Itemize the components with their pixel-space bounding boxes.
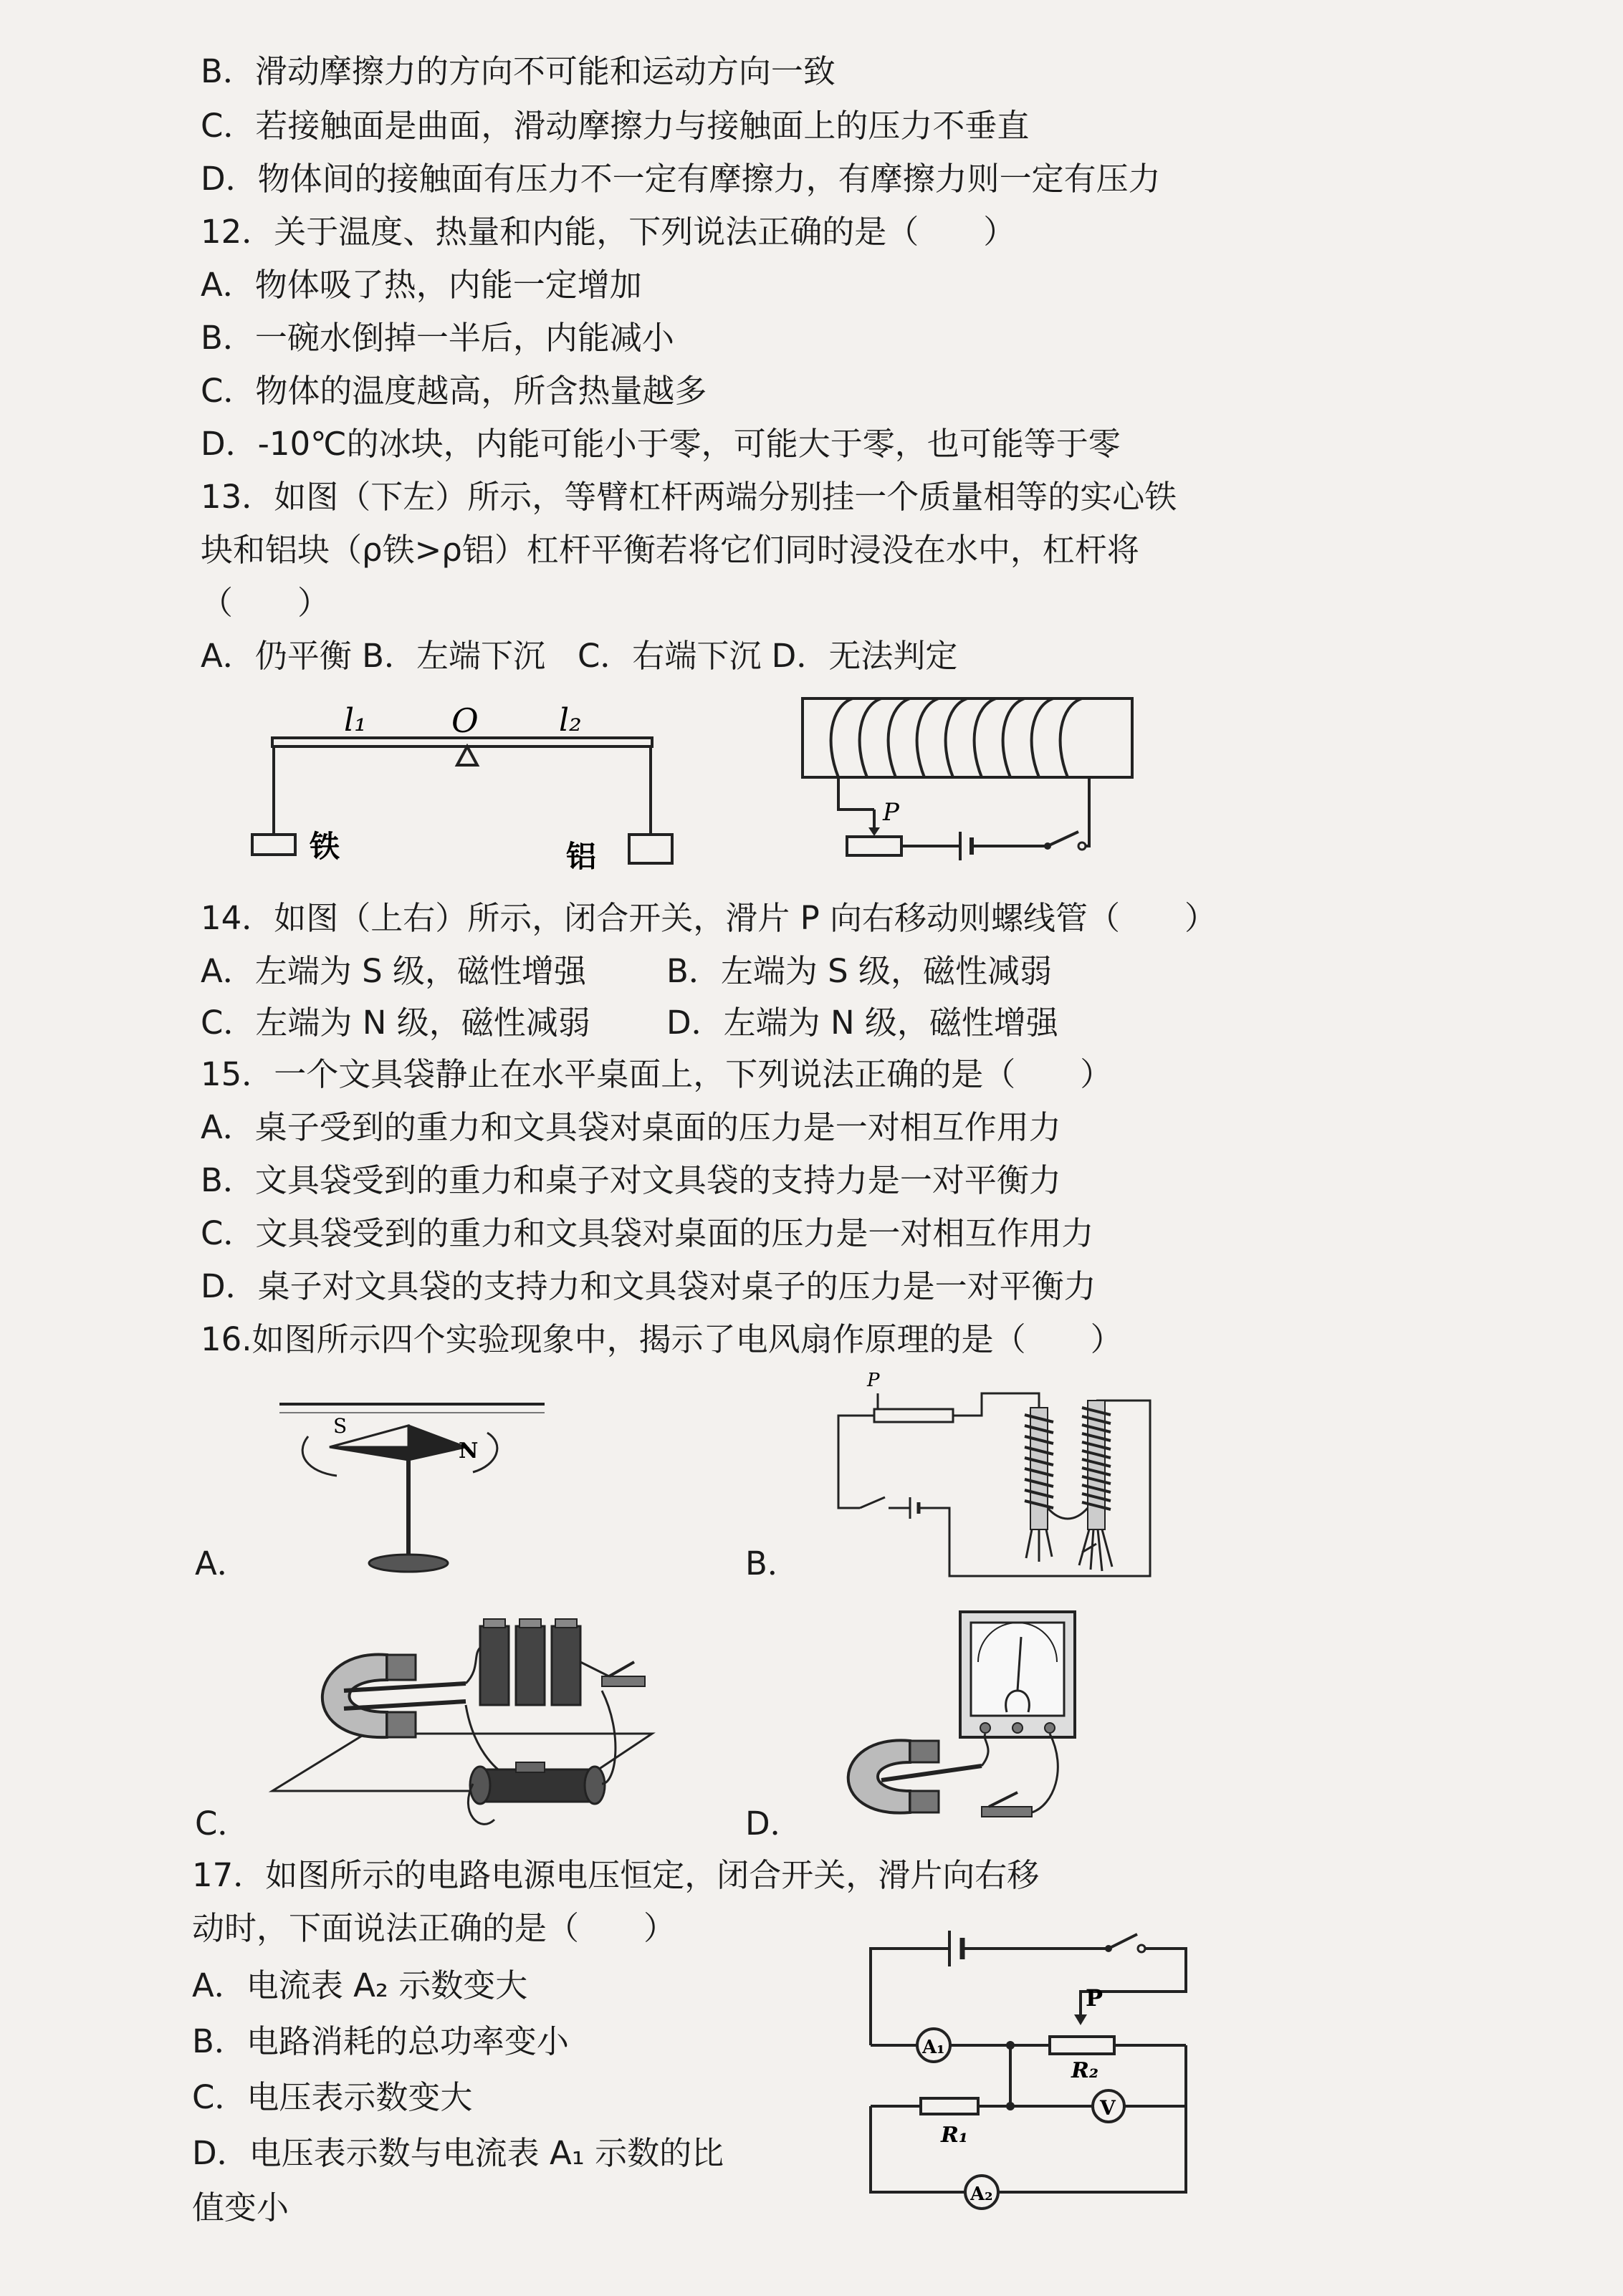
q17-node-top bbox=[1006, 2041, 1015, 2050]
aluminum-label: 铝 bbox=[566, 839, 597, 874]
q17-stem-2: 动时，下面说法正确的是（ ） bbox=[192, 1909, 676, 1947]
q13-stem-2: 块和铝块（ρ铁>ρ铝）杠杆平衡若将它们同时浸没在水中，杠杆将 bbox=[201, 531, 1139, 569]
q13-stem-3: （ ） bbox=[201, 584, 330, 622]
wire-right bbox=[1085, 777, 1089, 846]
fig-b-rheostat bbox=[874, 1409, 953, 1422]
resistor-r1 bbox=[921, 2098, 978, 2114]
q15-option-c: C．文具袋受到的重力和文具袋对桌面的压力是一对相互作用力 bbox=[201, 1214, 1094, 1252]
q12-option-b: B．一碗水倒掉一半后，内能减小 bbox=[201, 319, 674, 357]
solenoid-figure bbox=[788, 691, 1161, 870]
fig-d-magnet-pole-bottom bbox=[910, 1791, 939, 1812]
q17-slider-arrow bbox=[1074, 2014, 1087, 2025]
q17-label-v: V bbox=[1100, 2096, 1116, 2120]
lever-bar bbox=[272, 738, 652, 746]
rotation-arrow-left bbox=[302, 1436, 337, 1476]
fig-c-magnet bbox=[322, 1654, 387, 1737]
fig-c-magnet-pole-bottom bbox=[387, 1712, 416, 1737]
q16-option-b: B． bbox=[745, 1545, 800, 1582]
q16-option-d: D． bbox=[745, 1805, 803, 1843]
q15-stem: 15．一个文具袋静止在水平桌面上，下列说法正确的是（ ） bbox=[201, 1055, 1113, 1093]
fig-d-switch bbox=[982, 1792, 1032, 1817]
q17-option-d-2: 值变小 bbox=[192, 2189, 289, 2227]
q12-stem: 12．关于温度、热量和内能，下列说法正确的是（ ） bbox=[201, 213, 1016, 251]
fig-b-nail-2 bbox=[1079, 1401, 1112, 1571]
fig-d-generator bbox=[817, 1605, 1118, 1834]
q17-label-r1: R₁ bbox=[941, 2123, 969, 2148]
fig-d-wires bbox=[982, 1734, 1058, 1812]
rheostat bbox=[847, 837, 901, 855]
fig-c-motor bbox=[265, 1605, 666, 1841]
q15-option-d: D．桌子对文具袋的支持力和文具袋对桌子的压力是一对平衡力 bbox=[201, 1267, 1096, 1305]
q17-switch-lever bbox=[1109, 1934, 1137, 1949]
fig-d-magnet-pole-top bbox=[910, 1741, 939, 1762]
q14-option-b: B．左端为 S 级，磁性减弱 bbox=[666, 952, 1053, 990]
q16-option-a: A． bbox=[195, 1545, 249, 1582]
fig-b-electromagnets bbox=[824, 1365, 1161, 1587]
q14-option-a: A．左端为 S 级，磁性增强 bbox=[201, 952, 586, 990]
q14-stem: 14．如图（上右）所示，闭合开关，滑片 P 向右移动则螺线管（ ） bbox=[201, 899, 1217, 937]
q15-option-b: B．文具袋受到的重力和桌子对文具袋的支持力是一对平衡力 bbox=[201, 1161, 1061, 1199]
q17-label-a2: A₂ bbox=[970, 2184, 993, 2205]
compass-base bbox=[369, 1555, 448, 1572]
iron-label: 铁 bbox=[310, 829, 340, 864]
q13-options: A．仍平衡 B．左端下沉 C．右端下沉 D．无法判定 bbox=[201, 637, 958, 675]
switch-lever bbox=[1048, 832, 1078, 846]
q13-stem-1: 13．如图（下左）所示，等臂杠杆两端分别挂一个质量相等的实心铁 bbox=[201, 478, 1177, 516]
fig-a-label-s: S bbox=[333, 1414, 348, 1438]
lever-label-l2: l₂ bbox=[559, 702, 582, 739]
q17-wire-top-left bbox=[871, 1949, 949, 2045]
q17-wire-bottom-left bbox=[871, 2106, 942, 2192]
switch-contact bbox=[1078, 842, 1086, 850]
q14-option-c: C．左端为 N 级，磁性减弱 bbox=[201, 1004, 590, 1042]
solenoid-coil bbox=[831, 698, 1082, 777]
q17-label-r2: R₂ bbox=[1071, 2058, 1099, 2083]
aluminum-block bbox=[629, 835, 672, 863]
q12-option-d: D．-10℃的冰块，内能可能小于零，可能大于零，也可能等于零 bbox=[201, 425, 1121, 463]
q17-circuit-figure bbox=[856, 1909, 1207, 2232]
q17-label-a1: A₁ bbox=[922, 2037, 945, 2058]
fig-c-rheostat bbox=[470, 1762, 605, 1804]
q16-option-c: C． bbox=[195, 1805, 250, 1843]
slider-label-p: P bbox=[883, 798, 899, 827]
fig-b-wire-top bbox=[953, 1393, 1039, 1416]
fig-c-battery bbox=[480, 1619, 580, 1705]
wire-left bbox=[838, 777, 874, 810]
q17-option-a: A．电流表 A₂ 示数变大 bbox=[192, 1966, 528, 2004]
fig-b-switch bbox=[860, 1497, 885, 1508]
solenoid-core bbox=[803, 698, 1132, 777]
fig-b-connect-wire bbox=[1048, 1508, 1088, 1519]
q17-option-b: B．电路消耗的总功率变小 bbox=[192, 2022, 569, 2060]
q12-option-c: C．物体的温度越高，所含热量越多 bbox=[201, 372, 707, 410]
lever-label-l1: l₁ bbox=[344, 702, 367, 739]
fig-a-compass bbox=[265, 1375, 552, 1583]
iron-block bbox=[252, 835, 295, 855]
q12-option-a: A．物体吸了热，内能一定增加 bbox=[201, 266, 642, 304]
q11-option-d: D．物体间的接触面有压力不一定有摩擦力，有摩擦力则一定有压力 bbox=[201, 160, 1161, 198]
q17-option-d-1: D．电压表示数与电流表 A₁ 示数的比 bbox=[192, 2134, 724, 2172]
fig-b-nail-1 bbox=[1025, 1408, 1053, 1562]
q17-stem-1: 17．如图所示的电路电源电压恒定，闭合开关，滑片向右移 bbox=[192, 1856, 1040, 1894]
q16-stem: 16.如图所示四个实验现象中，揭示了电风扇作原理的是（ ） bbox=[201, 1320, 1123, 1358]
q17-label-p: P bbox=[1086, 1984, 1103, 2012]
fig-b-label-p: P bbox=[867, 1370, 880, 1391]
q14-option-d: D．左端为 N 级，磁性增强 bbox=[666, 1004, 1058, 1042]
fulcrum bbox=[457, 746, 477, 765]
lever-figure bbox=[244, 688, 688, 874]
q17-option-c: C．电压表示数变大 bbox=[192, 2078, 473, 2116]
q17-switch-contact bbox=[1138, 1945, 1145, 1952]
fig-c-magnet-pole-top bbox=[387, 1655, 416, 1680]
q11-option-b: B．滑动摩擦力的方向不可能和运动方向一致 bbox=[201, 52, 836, 90]
lever-label-o: O bbox=[451, 701, 479, 740]
fig-c-rail-2 bbox=[344, 1701, 466, 1709]
fig-a-label-n: N bbox=[459, 1438, 479, 1464]
slider-arrow bbox=[868, 827, 880, 836]
fig-d-galvanometer bbox=[960, 1612, 1075, 1737]
fig-d-conductor bbox=[881, 1766, 982, 1780]
fig-b-wire-left bbox=[838, 1416, 874, 1508]
rheostat-r2 bbox=[1050, 2037, 1114, 2054]
fig-c-switch bbox=[602, 1662, 645, 1686]
q11-option-c: C．若接触面是曲面，滑动摩擦力与接触面上的压力不垂直 bbox=[201, 107, 1030, 145]
q15-option-a: A．桌子受到的重力和文具袋对桌面的压力是一对相互作用力 bbox=[201, 1108, 1061, 1146]
